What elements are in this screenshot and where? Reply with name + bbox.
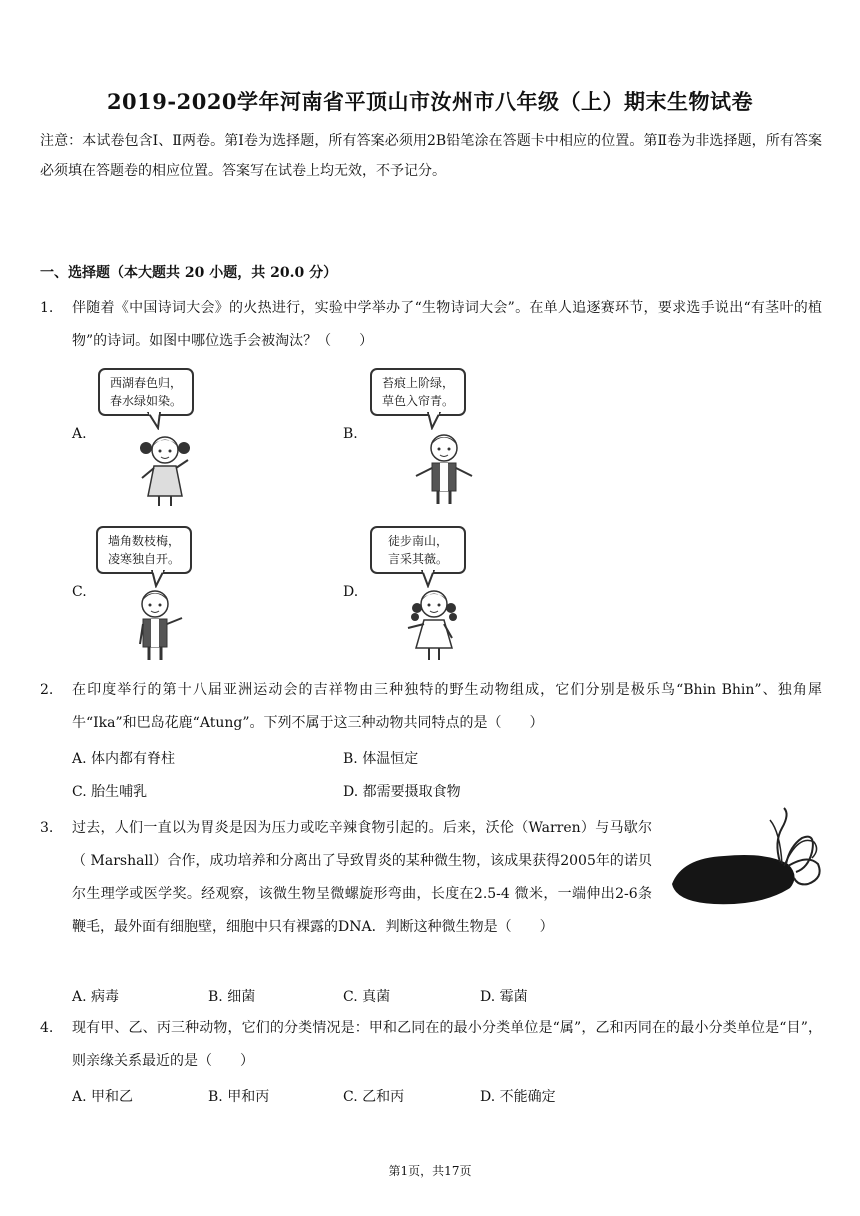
exam-notice: 注意：本试卷包含Ⅰ、Ⅱ两卷。第Ⅰ卷为选择题，所有答案必须用2B铅笔涂在答题卡中相应的位置。第Ⅱ卷为非选择题，所有答案必须填在答题卷的相应位置。答案写在试卷上均无效，不予记分。 — [40, 133, 822, 179]
bubble-line: 墙角数枝梅， — [107, 534, 180, 548]
question-number: 1. — [40, 300, 54, 316]
question-number: 3. — [40, 820, 54, 836]
question-4 — [40, 1012, 822, 1078]
bubble-line: 西湖春色归， — [109, 376, 182, 390]
question-text: 过去，人们一直以为胃炎是因为压力或吃辛辣食物引起的。后来，沃伦（Warren）与马歇尔（ Marshall）合作，成功培养和分离出了导致胃炎的某种微生物，该成果获得2005年的诺贝尔生理学或医学奖。经观察，该微生物呈微螺旋形弯曲，长度在2.5-4 微米，一端伸出2-6条鞭毛，最外面有细胞壁，细胞中只有裸露的DNA．判断这种微生物是（ ） — [72, 820, 652, 935]
question-1 — [40, 292, 822, 358]
option-a[interactable]: A. 甲和乙 — [72, 1089, 134, 1105]
speech-bubble-a — [98, 368, 194, 416]
bacterium-illustration — [662, 806, 822, 916]
option-d-label: D. — [343, 584, 359, 600]
boy-illustration — [406, 428, 484, 506]
question-2 — [40, 674, 822, 740]
page-footer: 第1页，共17页 — [388, 1164, 472, 1178]
question-text: 在印度举行的第十八届亚洲运动会的吉祥物由三种独特的野生动物组成，它们分别是极乐鸟“Bhin Bhin”、独角犀牛“Ika”和巴岛花鹿“Atung”。下列不属于这三种动物共同特点的是（ ） — [72, 682, 822, 731]
option-c[interactable]: C. 乙和丙 — [343, 1089, 405, 1105]
option-a-label: A. — [72, 426, 87, 442]
exam-title: 2019-2020学年河南省平顶山市汝州市八年级（上）期末生物试卷 — [106, 89, 754, 114]
question-text: 现有甲、乙、丙三种动物，它们的分类情况是：甲和乙同在的最小分类单位是“属”，乙和丙同在的最小分类单位是“目”，则亲缘关系最近的是（ ） — [72, 1020, 822, 1069]
option-b[interactable]: B. 体温恒定 — [343, 751, 419, 767]
option-d[interactable]: D. 霉菌 — [480, 989, 528, 1005]
option-a[interactable]: A. 体内都有脊柱 — [72, 751, 176, 767]
bubble-line: 春水绿如染。 — [109, 394, 182, 408]
bubble-line: 徒步南山， — [387, 534, 448, 548]
option-b-label: B. — [343, 426, 358, 442]
option-c[interactable]: C. 真菌 — [343, 989, 391, 1005]
boy-illustration — [120, 584, 190, 662]
bubble-tail — [146, 412, 166, 430]
option-a[interactable]: A. 病毒 — [72, 989, 120, 1005]
speech-bubble-c — [96, 526, 192, 574]
speech-bubble-b — [370, 368, 466, 416]
girl-illustration — [396, 584, 474, 662]
option-b[interactable]: B. 甲和丙 — [208, 1089, 270, 1105]
section-heading: 一、选择题（本大题共 20 小题，共 20.0 分） — [40, 265, 338, 281]
question-number: 4. — [40, 1020, 54, 1036]
bubble-line: 苔痕上阶绿， — [381, 376, 454, 390]
option-c-label: C. — [72, 584, 87, 600]
girl-illustration — [130, 430, 200, 508]
bubble-line: 凌寒独自开。 — [107, 552, 180, 566]
question-text: 伴随着《中国诗词大会》的火热进行，实验中学举办了“生物诗词大会”。在单人追逐赛环节，要求选手说出“有茎叶的植物”的诗词。如图中哪位选手会被淘汰？（ ） — [72, 300, 822, 349]
option-d[interactable]: D. 都需要摄取食物 — [343, 784, 461, 800]
option-b[interactable]: B. 细菌 — [208, 989, 256, 1005]
question-number: 2. — [40, 682, 54, 698]
speech-bubble-d — [370, 526, 466, 574]
option-d[interactable]: D. 不能确定 — [480, 1089, 556, 1105]
bubble-line: 草色入帘青。 — [381, 394, 454, 408]
bubble-line: 言采其薇。 — [387, 552, 448, 566]
option-c[interactable]: C. 胎生哺乳 — [72, 784, 148, 800]
